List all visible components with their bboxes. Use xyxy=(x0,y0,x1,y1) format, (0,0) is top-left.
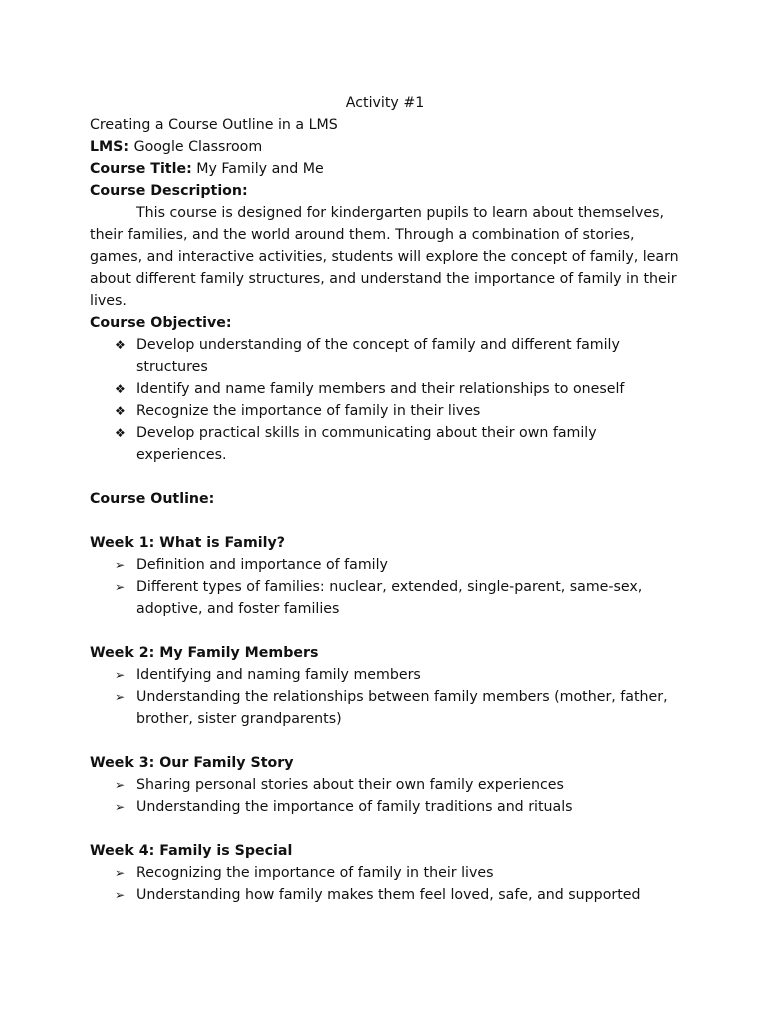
arrow-bullet-icon: ➢ xyxy=(115,580,126,594)
spacer xyxy=(90,730,680,752)
week-topic-list xyxy=(90,862,680,906)
week-title: Week 4: Family is Special xyxy=(90,843,293,859)
week-topic-list xyxy=(90,554,680,620)
outline-heading: Course Outline: xyxy=(90,491,215,507)
objectives-list xyxy=(90,334,680,466)
diamond-bullet-icon: ❖ xyxy=(115,338,126,352)
week-title: Week 2: My Family Members xyxy=(90,645,319,661)
arrow-bullet-icon: ➢ xyxy=(115,866,126,880)
week-topic-list xyxy=(90,664,680,730)
diamond-bullet-icon: ❖ xyxy=(115,382,126,396)
objective-text: Develop understanding of the concept of family and different family structures xyxy=(136,337,620,375)
description-paragraph xyxy=(90,202,680,312)
topic-item xyxy=(115,884,680,906)
week-title: Week 3: Our Family Story xyxy=(90,755,294,771)
topic-text: Understanding the relationships between family members (mother, father, brother, sister grandparents) xyxy=(136,689,668,727)
document-page xyxy=(90,92,680,906)
week-topic-list xyxy=(90,774,680,818)
objective-text: Identify and name family members and their relationships to oneself xyxy=(136,381,625,397)
topic-item xyxy=(115,576,680,620)
topic-item xyxy=(115,796,680,818)
lms-line xyxy=(90,136,680,158)
topic-item xyxy=(115,664,680,686)
course-title-value: My Family and Me xyxy=(196,161,324,177)
course-title-label: Course Title: xyxy=(90,161,192,177)
topic-item xyxy=(115,774,680,796)
spacer xyxy=(90,818,680,840)
activity-title: Activity #1 xyxy=(345,95,425,111)
description-heading: Course Description: xyxy=(90,183,248,199)
spacer xyxy=(90,620,680,642)
lms-label: LMS: xyxy=(90,139,130,155)
objective-text: Develop practical skills in communicating about their own family experiences. xyxy=(136,425,597,463)
course-title-line xyxy=(90,158,680,180)
arrow-bullet-icon: ➢ xyxy=(115,558,126,572)
arrow-bullet-icon: ➢ xyxy=(115,668,126,682)
topic-text: Different types of families: nuclear, extended, single-parent, same-sex, adoptive, and foster families xyxy=(136,579,643,617)
diamond-bullet-icon: ❖ xyxy=(115,426,126,440)
arrow-bullet-icon: ➢ xyxy=(115,690,126,704)
spacer xyxy=(90,510,680,532)
arrow-bullet-icon: ➢ xyxy=(115,888,126,902)
objective-item xyxy=(115,378,680,400)
objective-text: Recognize the importance of family in their lives xyxy=(136,403,481,419)
topic-item xyxy=(115,686,680,730)
objective-item xyxy=(115,334,680,378)
topic-item xyxy=(115,554,680,576)
topic-text: Understanding the importance of family traditions and rituals xyxy=(136,799,573,815)
topic-text: Recognizing the importance of family in their lives xyxy=(136,865,494,881)
subtitle: Creating a Course Outline in a LMS xyxy=(90,117,338,133)
topic-item xyxy=(115,862,680,884)
spacer xyxy=(90,466,680,488)
objectives-heading: Course Objective: xyxy=(90,315,232,331)
objective-item xyxy=(115,422,680,466)
arrow-bullet-icon: ➢ xyxy=(115,778,126,792)
lms-value: Google Classroom xyxy=(133,139,263,155)
description-text: This course is designed for kindergarten pupils to learn about themselves, their families, and the world around them. Through a combination of stories, games, and interactive activities, students will explore the concept of family, learn about different family structures, and understand the importance of family in their lives. xyxy=(90,205,679,309)
topic-text: Sharing personal stories about their own family experiences xyxy=(136,777,564,793)
arrow-bullet-icon: ➢ xyxy=(115,800,126,814)
week-title: Week 1: What is Family? xyxy=(90,535,285,551)
topic-text: Understanding how family makes them feel loved, safe, and supported xyxy=(136,887,641,903)
topic-text: Identifying and naming family members xyxy=(136,667,421,683)
topic-text: Definition and importance of family xyxy=(136,557,388,573)
objective-item xyxy=(115,400,680,422)
diamond-bullet-icon: ❖ xyxy=(115,404,126,418)
